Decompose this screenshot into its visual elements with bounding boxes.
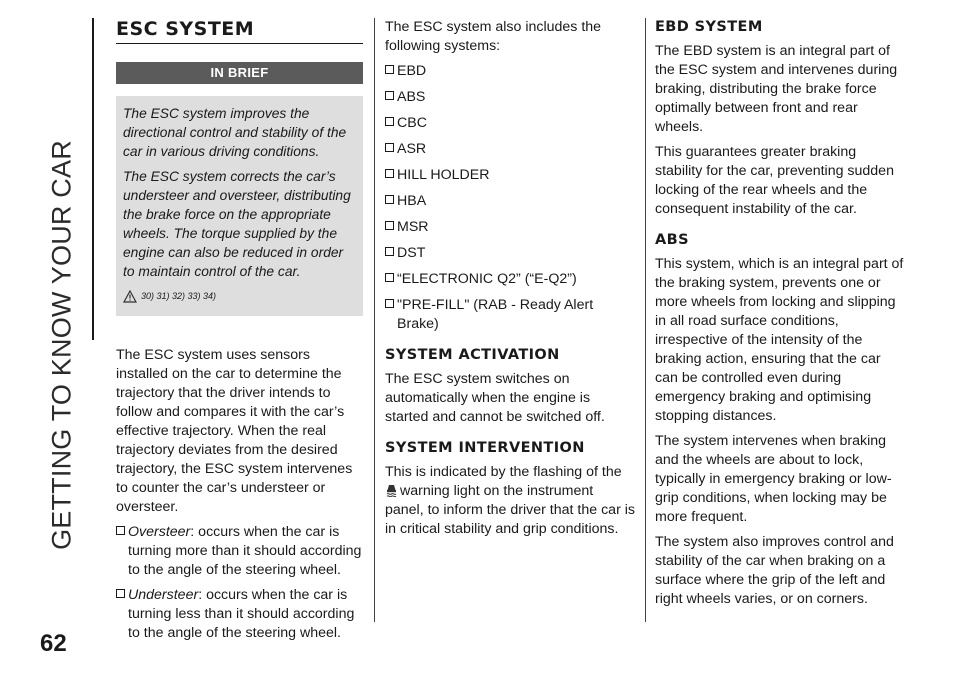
bullet-box-icon bbox=[385, 143, 394, 152]
bullet-term: Understeer bbox=[128, 587, 199, 603]
ebd-system-heading: EBD SYSTEM bbox=[655, 19, 763, 35]
system-label: HILL HOLDER bbox=[397, 167, 490, 183]
system-label: ASR bbox=[397, 141, 427, 157]
bullet-oversteer bbox=[116, 523, 363, 580]
abs-heading: ABS bbox=[655, 232, 689, 248]
bullet-box-icon bbox=[385, 65, 394, 74]
abs-paragraph-2: The system intervenes when braking and the wheels are about to lock, typically in emergency braking or low-grip conditions, when locking may be more frequent. bbox=[655, 433, 892, 525]
system-item bbox=[385, 296, 635, 334]
system-label: MSR bbox=[397, 219, 429, 235]
in-brief-banner: IN BRIEF bbox=[116, 62, 363, 84]
system-intervention-text bbox=[385, 463, 635, 539]
system-item bbox=[385, 192, 635, 211]
bullet-box-icon bbox=[385, 221, 394, 230]
system-item bbox=[385, 270, 635, 289]
system-item bbox=[385, 114, 635, 133]
intervention-pre: This is indicated by the flashing of the bbox=[385, 464, 622, 480]
system-activation-heading: SYSTEM ACTIVATION bbox=[385, 347, 560, 363]
ebd-paragraph-2: This guarantees greater braking stability for the car, preventing sudden locking of the rear wheels and the consequent instability of the car. bbox=[655, 144, 894, 217]
column-divider-1 bbox=[374, 18, 375, 622]
side-rule-divider bbox=[92, 18, 94, 340]
bullet-box-icon bbox=[385, 247, 394, 256]
warning-triangle-icon bbox=[123, 290, 137, 303]
bullet-box-icon bbox=[385, 195, 394, 204]
bullet-box-icon bbox=[385, 91, 394, 100]
bullet-box-icon bbox=[385, 117, 394, 126]
in-brief-box bbox=[116, 96, 363, 316]
bullet-box-icon bbox=[116, 526, 125, 535]
warning-refs bbox=[123, 287, 356, 306]
bullet-box-icon bbox=[385, 169, 394, 178]
page-number: 62 bbox=[40, 630, 67, 657]
system-label: “ELECTRONIC Q2” (“E-Q2”) bbox=[397, 271, 577, 287]
systems-intro: The ESC system also includes the following systems: bbox=[385, 19, 602, 54]
column-2 bbox=[385, 18, 635, 545]
system-item bbox=[385, 140, 635, 159]
system-label: HBA bbox=[397, 193, 427, 209]
system-label: "PRE-FILL" (RAB - Ready Alert Brake) bbox=[397, 297, 594, 332]
column-1 bbox=[116, 18, 363, 649]
abs-paragraph-1: This system, which is an integral part of the braking system, prevents one or more wheels from locking and slipping in all road surface conditions, irrespective of the intensity of the braking action, ensuring that the car can be controlled even during emergency braking and optimising stopping distances. bbox=[655, 256, 904, 424]
column-divider-2 bbox=[645, 18, 646, 622]
system-label: CBC bbox=[397, 115, 427, 131]
system-label: ABS bbox=[397, 89, 426, 105]
intervention-post: warning light on the instrument panel, to inform the driver that the car is in critical stability and grip conditions. bbox=[385, 483, 635, 537]
side-title-text: GETTING TO KNOW YOUR CAR bbox=[46, 140, 77, 550]
box-paragraph-2: The ESC system corrects the car’s understeer and oversteer, distributing the brake force on the appropriate wheels. The torque supplied by the engine can also be reduced in order to maintain control of the car. bbox=[123, 169, 351, 279]
system-label: DST bbox=[397, 245, 426, 261]
system-item bbox=[385, 88, 635, 107]
esc-body-paragraph: The ESC system uses sensors installed on the car to determine the trajectory that the driver intends to follow and compares it with the car’s effective trajectory. When the real trajectory deviates from the desired trajectory, the ESC system intervenes to counter the car’s understeer or oversteer. bbox=[116, 347, 353, 515]
system-item bbox=[385, 244, 635, 263]
system-intervention-heading: SYSTEM INTERVENTION bbox=[385, 440, 585, 456]
esc-warning-light-icon bbox=[385, 484, 398, 497]
bullet-text: : occurs when the car is turning more than it should according to the angle of the steering wheel. bbox=[128, 524, 362, 578]
bullet-text: : occurs when the car is turning less than it should according to the angle of the steering wheel. bbox=[128, 587, 355, 641]
warning-refs-text: 30) 31) 32) 33) 34) bbox=[141, 291, 217, 301]
ebd-paragraph-1: The EBD system is an integral part of the ESC system and intervenes during braking, distributing the brake force optimally between front and rear wheels. bbox=[655, 43, 898, 135]
system-item bbox=[385, 218, 635, 237]
abs-paragraph-3: The system also improves control and stability of the car when braking on a surface where the grip of the left and right wheels varies, or on corners. bbox=[655, 534, 894, 607]
system-activation-text: The ESC system switches on automatically when the engine is started and cannot be switched off. bbox=[385, 371, 605, 425]
esc-system-title: ESC SYSTEM bbox=[116, 18, 363, 44]
system-item bbox=[385, 166, 635, 185]
bullet-box-icon bbox=[116, 589, 125, 598]
system-item bbox=[385, 62, 635, 81]
system-label: EBD bbox=[397, 63, 427, 79]
column-3 bbox=[655, 18, 905, 615]
box-paragraph-1: The ESC system improves the directional control and stability of the car in various driving conditions. bbox=[123, 106, 347, 159]
bullet-term: Oversteer bbox=[128, 524, 191, 540]
bullet-understeer bbox=[116, 586, 363, 643]
bullet-box-icon bbox=[385, 299, 394, 308]
bullet-box-icon bbox=[385, 273, 394, 282]
